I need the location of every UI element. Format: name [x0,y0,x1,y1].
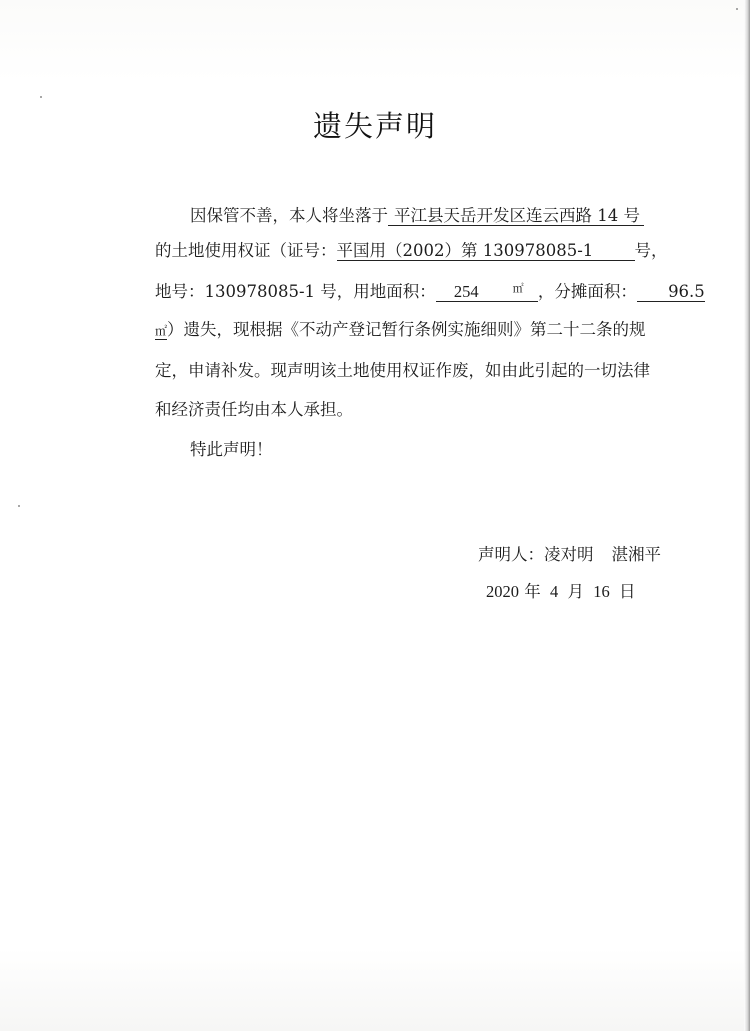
date-day: 16 [593,582,610,601]
body-line-1 [190,202,644,226]
body-line-3 [155,278,705,302]
shared-area-unit: ㎡ [155,324,168,338]
date-month-unit: 月 [567,582,584,601]
document-title: 遗失声明 [312,109,437,143]
sqm-unit: ㎡ [512,282,524,295]
body-line-6: 和经济责任均由本人承担。 [155,400,353,419]
declarant-name-2: 湛湘平 [611,545,661,564]
declarant-line [478,541,661,565]
address-field: 平江县天岳开发区连云西路 14 号 [388,207,644,226]
declarant-name-1: 凌对明 [544,545,594,564]
scan-speck [18,505,20,507]
body-line-5: 定，申请补发。现声明该土地使用权证作废，如由此引起的一切法律 [155,361,650,380]
body-text: 地号：130978085-1 号，用地面积： [155,282,436,301]
scan-speck [40,96,42,98]
closing-statement: 特此声明！ [190,440,273,459]
body-line-2 [155,237,668,261]
date-year: 2020 [486,582,519,601]
body-text: 因保管不善，本人将坐落于 [190,206,388,225]
declaration-date [486,578,636,602]
date-day-unit: 日 [619,582,636,601]
scan-speck [736,8,738,10]
shared-area-field: 96.5 [637,283,705,302]
land-area-value: 254 [453,282,479,301]
body-text: 的土地使用权证（证号： [155,241,337,260]
body-line-4 [155,316,646,340]
body-text: ，分摊面积： [537,282,637,301]
body-text: 号， [634,241,668,260]
certificate-number-field: 平国用（2002）第 130978085-1 [337,242,635,261]
land-area-field [436,283,538,302]
declarant-label: 声明人： [478,545,544,564]
date-month: 4 [550,582,559,601]
date-year-unit: 年 [524,582,541,601]
scan-edge-shadow [744,0,750,1031]
body-text: ）遗失，现根据《不动产登记暂行条例实施细则》第二十二条的规 [167,320,646,339]
